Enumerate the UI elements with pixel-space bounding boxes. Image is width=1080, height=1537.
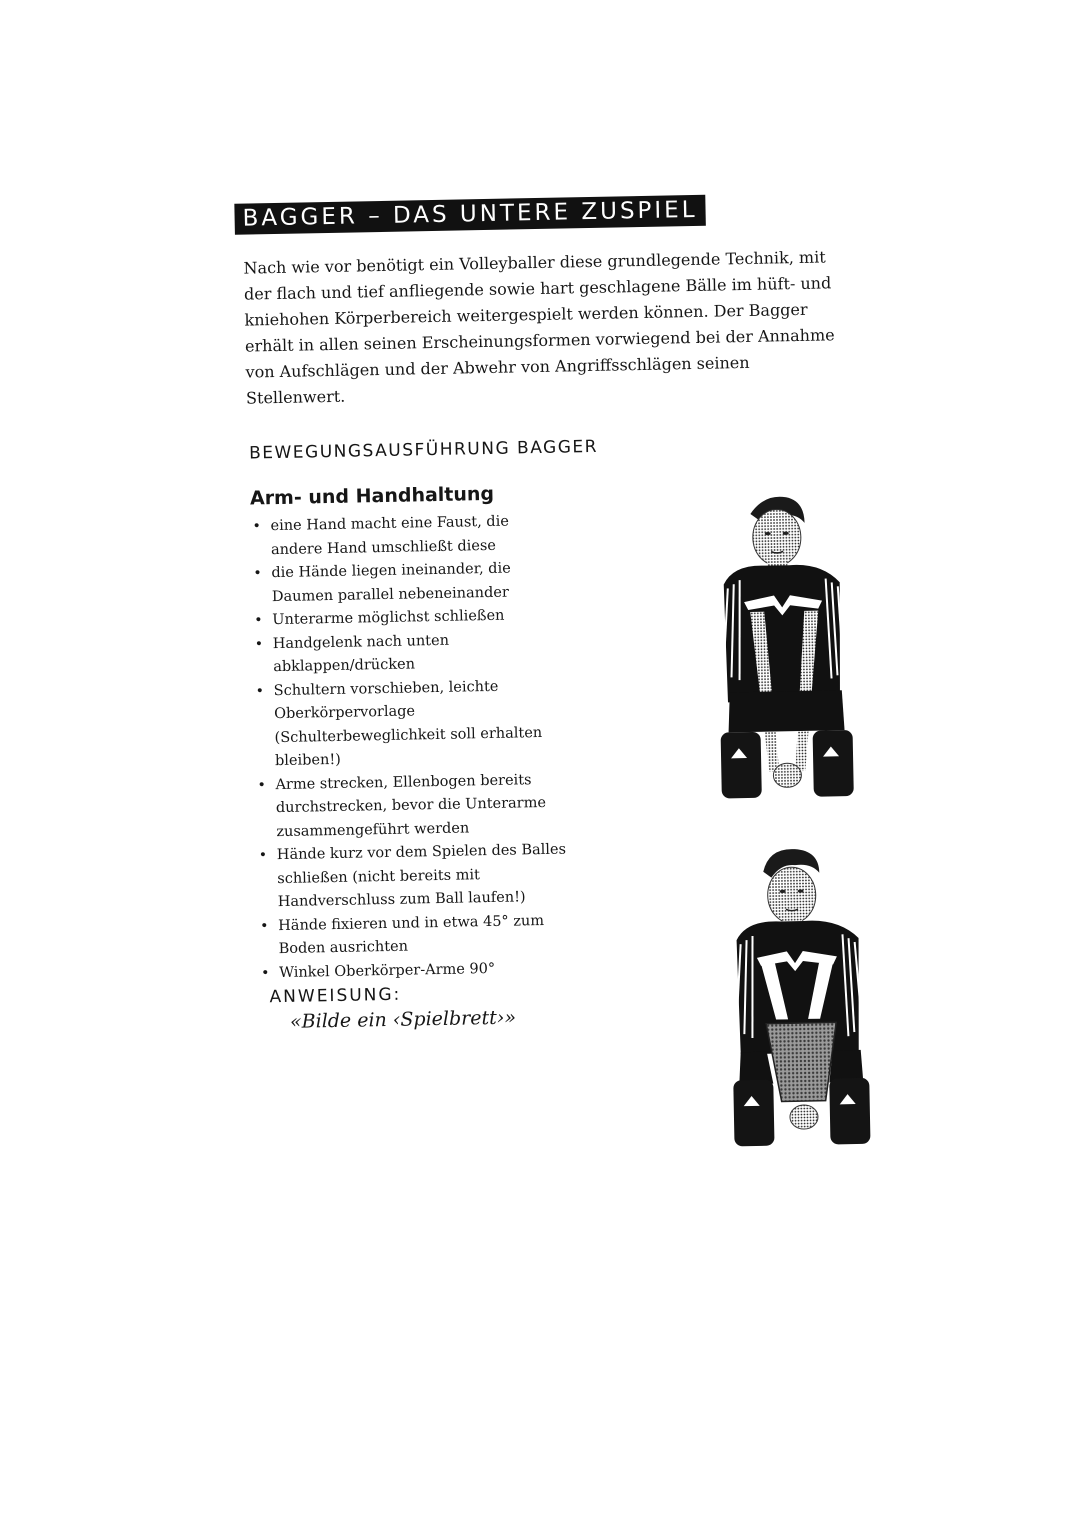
list-item-text: Winkel Oberkörper-Arme 90° [278, 960, 496, 981]
bullet-icon: • [254, 635, 264, 652]
list-item-text: Schultern vorschieben, leichte Oberkörpervorlage (Schulterbeweglichkeit soll erhalten bleiben!) [273, 678, 543, 770]
bullet-icon: • [260, 964, 270, 981]
list-item-text: Hände kurz vor dem Spielen des Balles schließen (nicht bereits mit Handverschluss zum Ball laufen!) [276, 841, 567, 911]
bullet-icon: • [258, 847, 268, 864]
section-title: BEWEGUNGSAUSFÜHRUNG BAGGER [248, 436, 599, 464]
list-item-text: Unterarme möglichst schließen [272, 607, 505, 629]
bullet-icon: • [254, 612, 263, 629]
technique-bullet-list [250, 510, 569, 986]
list-item-text: Hände fixieren und in etwa 45° zum Boden ausrichten [278, 912, 545, 958]
bullet-icon: • [252, 518, 261, 535]
list-item [253, 627, 564, 680]
list-item [253, 674, 565, 774]
list-item [255, 768, 566, 844]
bullet-icon: • [253, 565, 262, 582]
list-item-text: eine Hand macht eine Faust, die andere Hand umschließt diese [270, 513, 510, 558]
instruction-quote: «Bilde ein ‹Spielbrett›» [289, 1006, 517, 1033]
list-item-text: die Hände liegen ineinander, die Daumen parallel nebeneinander [271, 560, 511, 605]
bullet-icon: • [257, 776, 266, 793]
list-item [258, 909, 569, 962]
list-item-text: Handgelenk nach unten abklappen/drücken [272, 632, 450, 676]
list-item [257, 839, 568, 915]
subheading: Arm- und Handhaltung [249, 482, 495, 510]
bullet-icon: • [255, 682, 265, 699]
player-photo-top [712, 490, 858, 805]
instruction-label: ANWEISUNG: [269, 984, 402, 1008]
list-item [251, 557, 562, 610]
list-item-text: Arme strecken, Ellenbogen bereits durchstrecken, bevor die Unterarme zusammengeführt werden [275, 771, 547, 840]
page-title-banner: BAGGER – DAS UNTERE ZUSPIEL [234, 195, 705, 235]
intro-paragraph: Nach wie vor benötigt ein Volleyballer diese grundlegende Technik, mit der flach und tief anfliegende sowie hart geschlagene Bälle im hüft- und kniehohen Körperbereich weitergespielt werden können. Der Bagger erhält in allen seinen Erscheinungsformen vorwiegend bei der Annahme von Aufschlägen und der Abwehr von Angriffsschlägen seinen Stellenwert. [243, 247, 835, 408]
player-photo-bottom [723, 842, 877, 1157]
bullet-icon: • [260, 917, 269, 934]
list-item [259, 956, 569, 985]
list-item [250, 510, 561, 563]
